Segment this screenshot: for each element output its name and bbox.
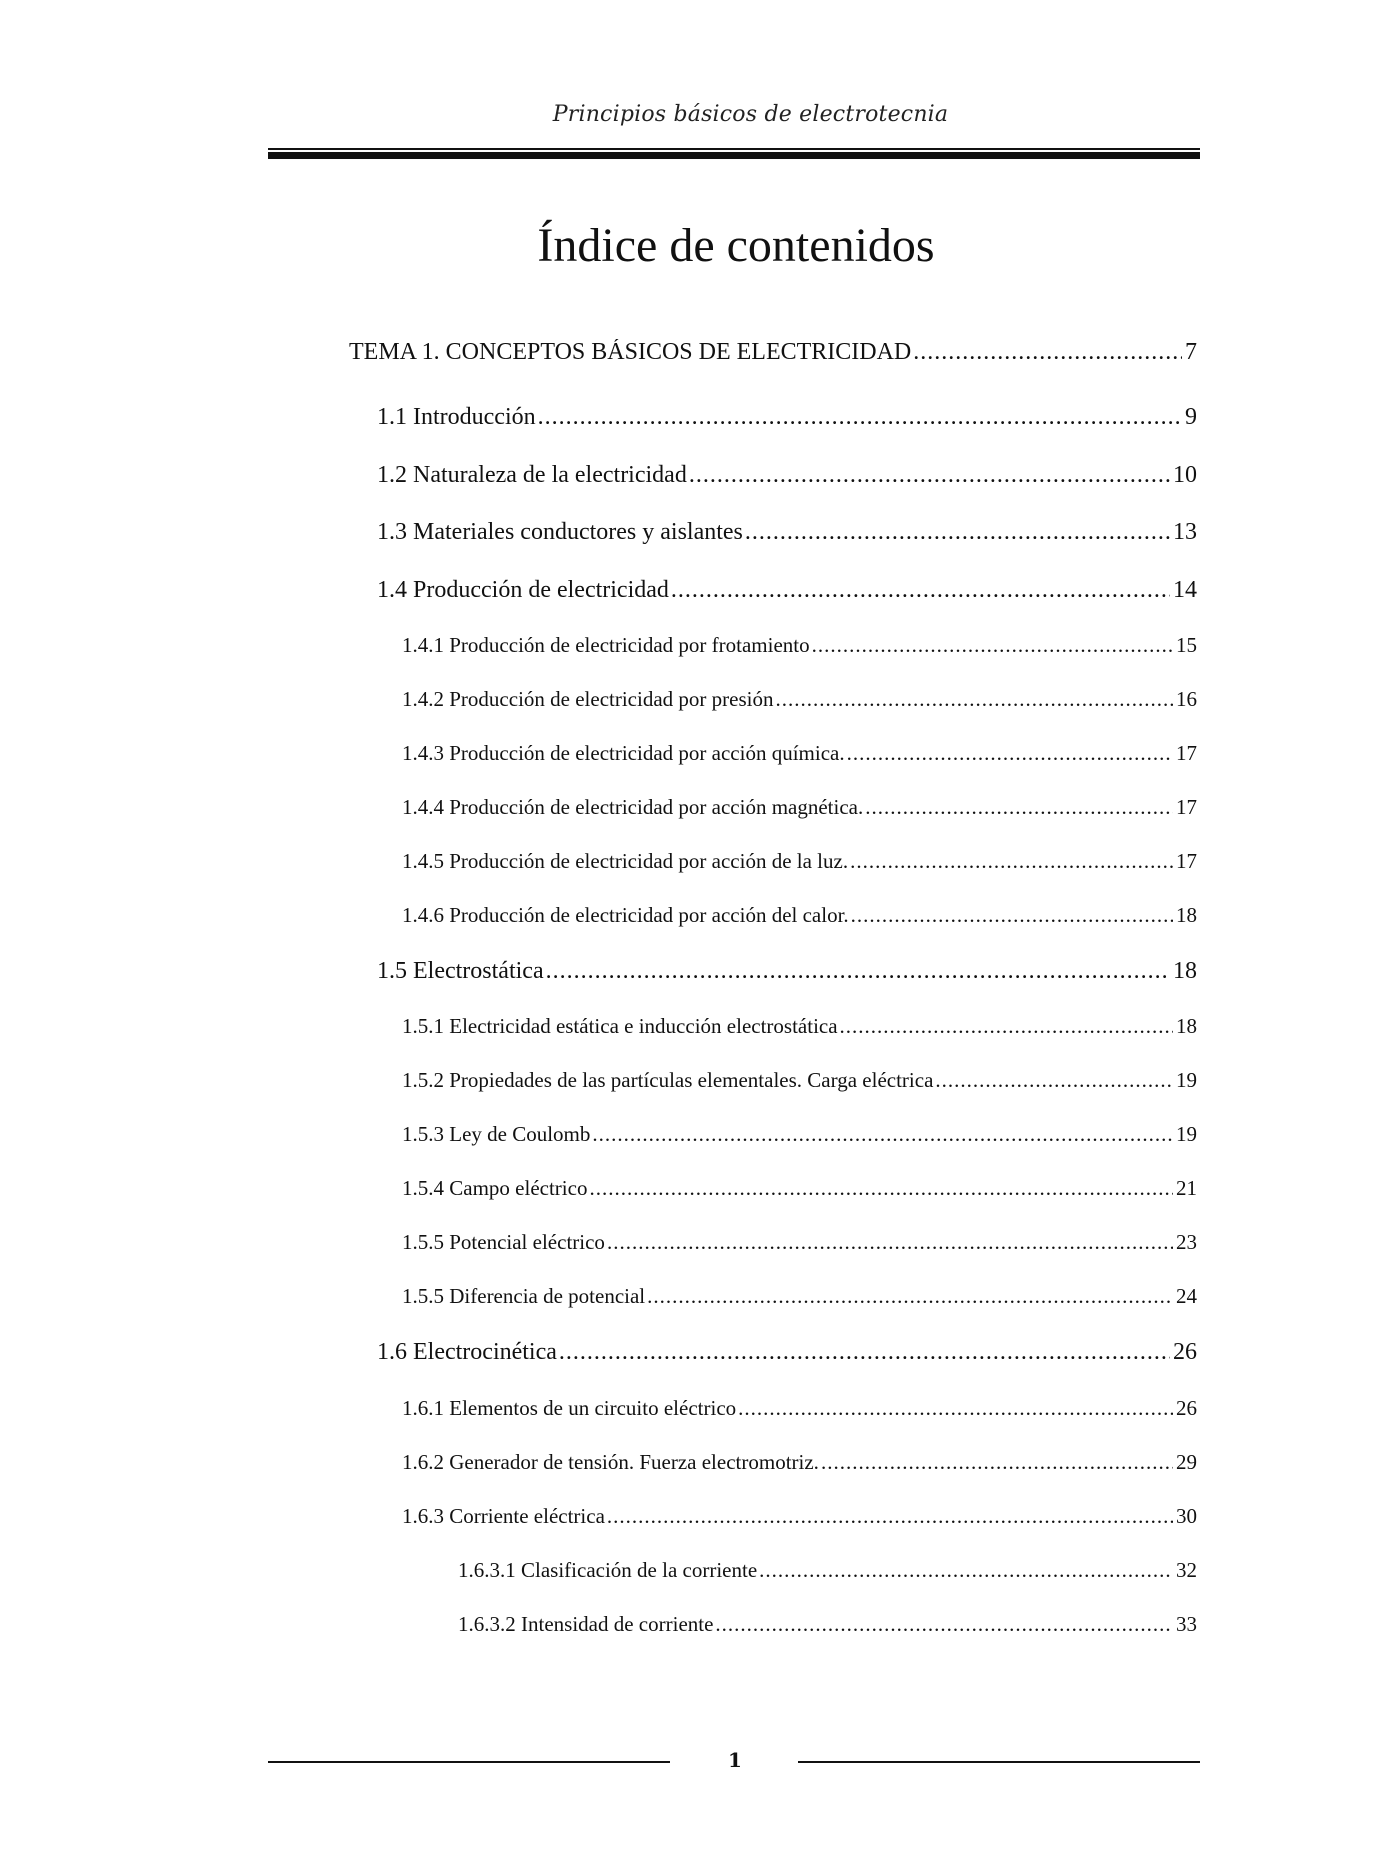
toc-entry-page: 9 (1185, 404, 1197, 430)
toc-dot-leader (745, 519, 1170, 546)
toc-entry-1-4-6[interactable] (402, 903, 1197, 928)
toc-dot-leader (546, 958, 1170, 985)
toc-entry-label: 1.4.2 Producción de electricidad por presión (402, 687, 774, 711)
toc-entry-page: 23 (1176, 1230, 1197, 1254)
toc-entry-1-6-1[interactable] (402, 1396, 1197, 1421)
toc-dot-leader (851, 903, 1173, 928)
running-header-text: Principios básicos de electrotecnia (552, 102, 949, 127)
toc-dot-leader (935, 1068, 1173, 1093)
toc-entry-label: 1.5.5 Diferencia de potencial (402, 1284, 646, 1308)
toc-dot-leader (559, 1339, 1170, 1366)
toc-entry-label: 1.5.4 Campo eléctrico (402, 1176, 588, 1200)
toc-entry-label: 1.5 Electrostática (377, 958, 544, 984)
toc-entry-label: 1.3 Materiales conductores y aislantes (377, 519, 743, 545)
toc-entry-page: 24 (1176, 1284, 1197, 1308)
toc-entry-1-4-5[interactable] (402, 849, 1197, 874)
toc-entry-label: 1.6.3 Corriente eléctrica (402, 1504, 605, 1528)
toc-entry-page: 30 (1176, 1504, 1197, 1528)
toc-entry-1-5[interactable] (377, 958, 1197, 985)
toc-entry-1-5-4[interactable] (402, 1176, 1197, 1201)
toc-entry-label: TEMA 1. CONCEPTOS BÁSICOS DE ELECTRICIDAD (349, 339, 912, 365)
toc-dot-leader (715, 1612, 1173, 1637)
footer-rule-right (798, 1761, 1200, 1763)
toc-entry-tema-1[interactable] (349, 339, 1197, 366)
toc-entry-1-6-2[interactable] (402, 1450, 1197, 1475)
toc-entry-label: 1.6.2 Generador de tensión. Fuerza electromotriz. (402, 1450, 819, 1474)
toc-entry-label: 1.6 Electrocinética (377, 1339, 557, 1365)
toc-entry-page: 16 (1176, 687, 1197, 711)
toc-entry-label: 1.6.3.1 Clasificación de la corriente (458, 1558, 758, 1582)
toc-entry-page: 17 (1176, 795, 1197, 819)
toc-dot-leader (607, 1504, 1173, 1529)
toc-entry-page: 15 (1176, 633, 1197, 657)
toc-entry-page: 19 (1176, 1068, 1197, 1092)
toc-entry-page: 21 (1176, 1176, 1197, 1200)
toc-entry-page: 29 (1176, 1450, 1197, 1474)
toc-entry-label: 1.6.1 Elementos de un circuito eléctrico (402, 1396, 737, 1420)
toc-entry-1-4-2[interactable] (402, 687, 1197, 712)
toc-entry-1-6[interactable] (377, 1339, 1197, 1366)
toc-dot-leader (865, 795, 1173, 820)
toc-dot-leader (607, 1230, 1173, 1255)
toc-entry-label: 1.2 Naturaleza de la electricidad (377, 462, 687, 488)
toc-entry-1-4-4[interactable] (402, 795, 1197, 820)
toc-entry-page: 18 (1176, 1014, 1197, 1038)
toc-dot-leader (847, 741, 1173, 766)
toc-dot-leader (647, 1284, 1173, 1309)
toc-entry-label: 1.4.5 Producción de electricidad por acción de la luz. (402, 849, 849, 873)
toc-dot-leader (812, 633, 1173, 658)
toc-entry-label: 1.4.1 Producción de electricidad por frotamiento (402, 633, 810, 657)
toc-entry-page: 14 (1173, 577, 1197, 603)
toc-entry-label: 1.4.6 Producción de electricidad por acción del calor. (402, 903, 849, 927)
toc-entry-1-6-3[interactable] (402, 1504, 1197, 1529)
toc-dot-leader (589, 1176, 1173, 1201)
toc-entry-page: 33 (1176, 1612, 1197, 1636)
toc-entry-1-5-1[interactable] (402, 1014, 1197, 1039)
toc-entry-label: 1.4.3 Producción de electricidad por acción química. (402, 741, 845, 765)
toc-entry-page: 26 (1173, 1339, 1197, 1365)
toc-entry-page: 17 (1176, 741, 1197, 765)
footer-rule-left (268, 1761, 670, 1763)
toc-entry-1-4-3[interactable] (402, 741, 1197, 766)
toc-entry-1-6-3-1[interactable] (458, 1558, 1197, 1583)
toc-dot-leader (592, 1122, 1173, 1147)
toc-entry-1-3[interactable] (377, 519, 1197, 546)
toc-entry-page: 17 (1176, 849, 1197, 873)
toc-entry-page: 13 (1173, 519, 1197, 545)
toc-entry-page: 18 (1173, 958, 1197, 984)
toc-dot-leader (689, 462, 1170, 489)
page-number: 1 (728, 1748, 742, 1772)
toc-entry-1-2[interactable] (377, 462, 1197, 489)
toc-dot-leader (538, 404, 1182, 431)
toc-entry-label: 1.6.3.2 Intensidad de corriente (458, 1612, 714, 1636)
toc-entry-label: 1.5.2 Propiedades de las partículas elementales. Carga eléctrica (402, 1068, 934, 1092)
toc-dot-leader (913, 339, 1182, 366)
toc-dot-leader (775, 687, 1173, 712)
toc-entry-1-5-3[interactable] (402, 1122, 1197, 1147)
toc-entry-1-6-3-2[interactable] (458, 1612, 1197, 1637)
toc-entry-1-4-1[interactable] (402, 633, 1197, 658)
toc-entry-page: 32 (1176, 1558, 1197, 1582)
toc-dot-leader (840, 1014, 1173, 1039)
toc-dot-leader (738, 1396, 1173, 1421)
toc-entry-page: 18 (1176, 903, 1197, 927)
toc-entry-label: 1.4.4 Producción de electricidad por acción magnética. (402, 795, 864, 819)
toc-dot-leader (821, 1450, 1173, 1475)
toc-dot-leader (671, 577, 1170, 604)
toc-entry-page: 7 (1185, 339, 1197, 365)
toc-entry-1-5-5[interactable] (402, 1230, 1197, 1255)
toc-entry-label: 1.5.3 Ley de Coulomb (402, 1122, 591, 1146)
toc-entry-1-5-5-b[interactable] (402, 1284, 1197, 1309)
toc-entry-1-4[interactable] (377, 577, 1197, 604)
toc-entry-label: 1.5.1 Electricidad estática e inducción electrostática (402, 1014, 838, 1038)
toc-entry-label: 1.4 Producción de electricidad (377, 577, 669, 603)
toc-entry-1-1[interactable] (377, 404, 1197, 431)
toc-entry-page: 10 (1173, 462, 1197, 488)
page-title-text: Índice de contenidos (537, 219, 935, 272)
toc-dot-leader (850, 849, 1173, 874)
toc-dot-leader (759, 1558, 1173, 1583)
toc-entry-page: 26 (1176, 1396, 1197, 1420)
toc-entry-label: 1.1 Introducción (377, 404, 536, 430)
toc-entry-label: 1.5.5 Potencial eléctrico (402, 1230, 605, 1254)
toc-entry-1-5-2[interactable] (402, 1068, 1197, 1093)
toc-entry-page: 19 (1176, 1122, 1197, 1146)
